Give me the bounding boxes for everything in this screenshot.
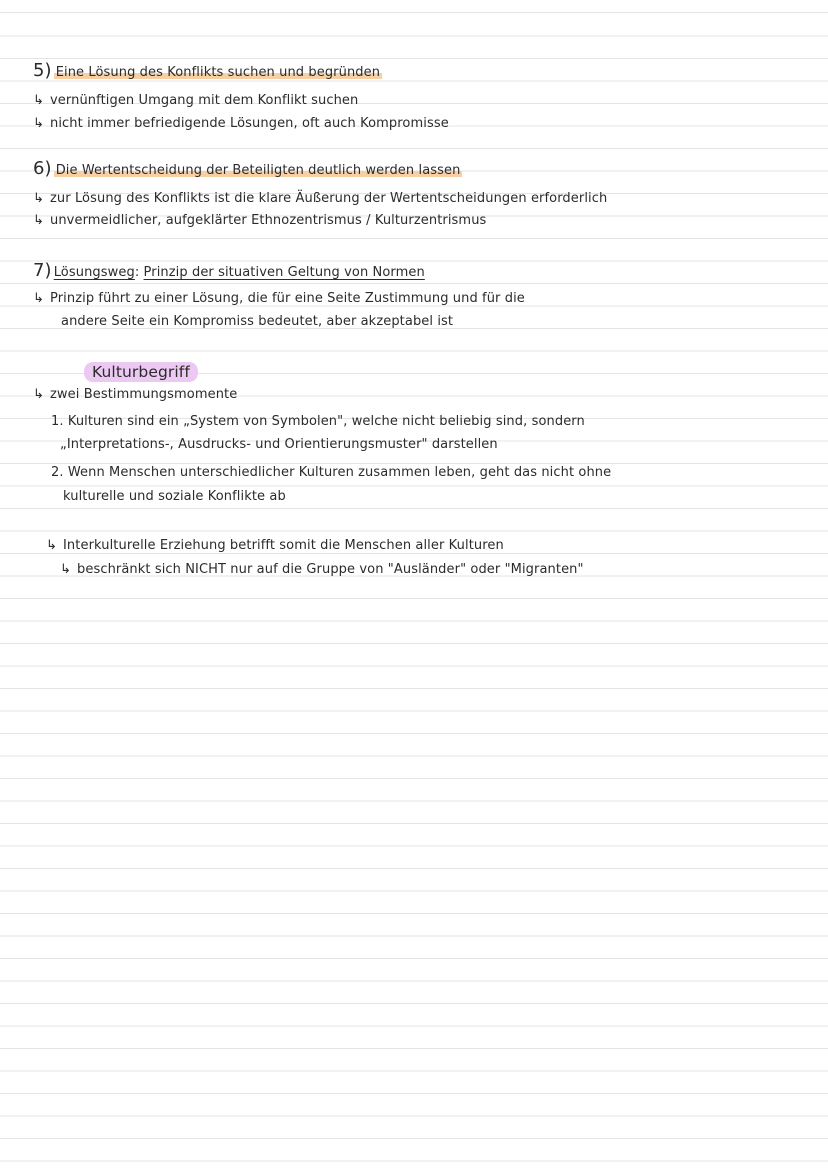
- bullet-text: andere Seite ein Kompromiss bedeutet, aber akzeptabel ist: [61, 314, 454, 329]
- item-text: „Interpretations-, Ausdrucks- und Orientierungsmuster" darstellen: [60, 437, 498, 452]
- bullet-line: [33, 386, 237, 404]
- arrow-icon: ↳: [33, 191, 44, 206]
- section-number: 6): [33, 158, 52, 179]
- bullet-text: vernünftigen Umgang mit dem Konflikt suchen: [50, 93, 359, 108]
- section-number: 5): [33, 60, 52, 81]
- item-text: 2. Wenn Menschen unterschiedlicher Kulturen zusammen leben, geht das nicht ohne: [51, 465, 612, 480]
- arrow-icon: ↳: [46, 538, 57, 553]
- section-6-heading: [33, 160, 462, 180]
- item-text: kulturelle und soziale Konflikte ab: [63, 489, 286, 504]
- numbered-item-continuation: [60, 436, 498, 454]
- numbered-item-continuation: [63, 488, 286, 506]
- bullet-line: [33, 92, 358, 110]
- bullet-text: Interkulturelle Erziehung betrifft somit die Menschen aller Kulturen: [63, 538, 504, 553]
- bullet-line: [33, 212, 486, 230]
- section-label: Lösungsweg: [53, 265, 135, 280]
- section-heading-text: Prinzip der situativen Geltung von Normen: [143, 265, 425, 280]
- arrow-icon: ↳: [33, 93, 44, 108]
- bullet-text: zur Lösung des Konflikts ist die klare Äußerung der Wertentscheidungen erforderlich: [50, 191, 608, 206]
- bullet-text: unvermeidlicher, aufgeklärter Ethnozentrismus / Kulturzentrismus: [50, 213, 487, 228]
- bullet-line: [33, 115, 449, 133]
- kultur-heading-text: Kulturbegriff: [84, 362, 198, 382]
- bullet-line: [46, 537, 504, 555]
- label-colon: :: [134, 265, 144, 280]
- arrow-icon: ↳: [33, 291, 44, 306]
- numbered-item: [51, 413, 585, 431]
- bullet-continuation: [61, 313, 453, 331]
- section-5-heading: [33, 62, 382, 82]
- bullet-line: [60, 561, 584, 579]
- bullet-text: Prinzip führt zu einer Lösung, die für eine Seite Zustimmung und für die: [50, 291, 525, 306]
- numbered-item: [51, 464, 611, 482]
- bullet-line: [33, 190, 607, 208]
- arrow-icon: ↳: [33, 213, 44, 228]
- section-heading-text: Eine Lösung des Konflikts suchen und begründen: [55, 65, 381, 80]
- section-heading-text: Die Wertentscheidung der Beteiligten deutlich werden lassen: [55, 163, 461, 178]
- arrow-icon: ↳: [60, 562, 71, 577]
- arrow-icon: ↳: [33, 387, 44, 402]
- section-7-heading: [33, 262, 425, 282]
- kultur-heading: [84, 363, 198, 381]
- bullet-text: zwei Bestimmungsmomente: [50, 387, 238, 402]
- bullet-text: nicht immer befriedigende Lösungen, oft auch Kompromisse: [50, 116, 449, 131]
- arrow-icon: ↳: [33, 116, 44, 131]
- bullet-line: [33, 290, 525, 308]
- item-text: 1. Kulturen sind ein „System von Symbolen", welche nicht beliebig sind, sondern: [51, 414, 585, 429]
- bullet-text: beschränkt sich NICHT nur auf die Gruppe von "Ausländer" oder "Migranten": [77, 562, 584, 577]
- section-number: 7): [33, 260, 52, 281]
